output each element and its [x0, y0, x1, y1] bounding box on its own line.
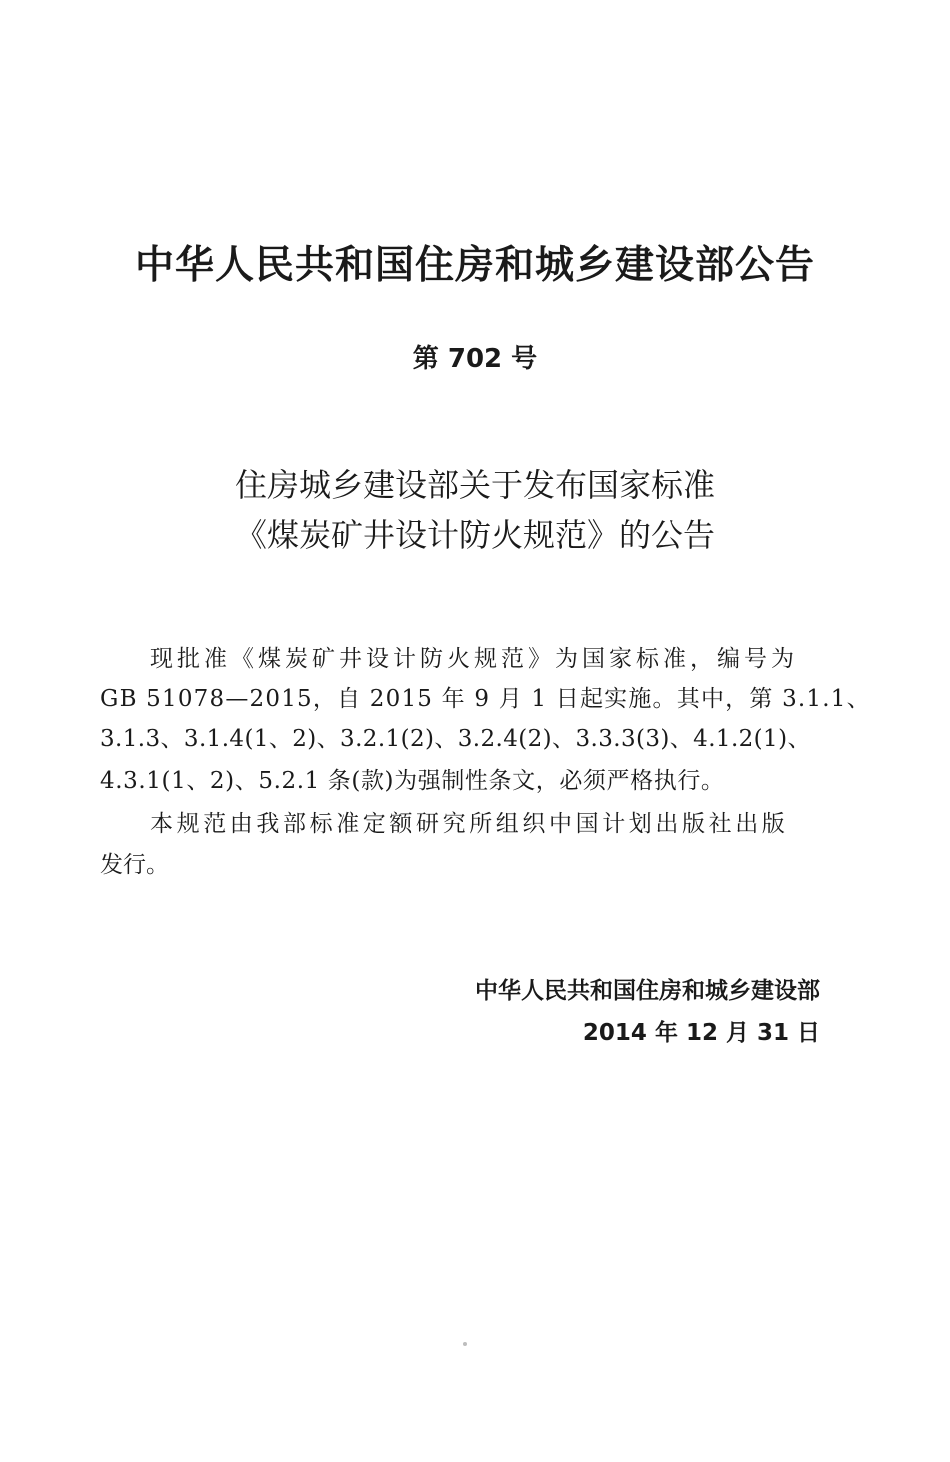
paragraph-1-line-2: GB 51078—2015，自 2015 年 9 月 1 日起实施。其中，第 3.1.1、: [100, 686, 871, 712]
announcement-number: 第 702 号: [412, 344, 538, 374]
paragraph-1-line-4: 4.3.1(1、2)、5.2.1 条(款)为强制性条文，必须严格执行。: [100, 768, 725, 794]
paragraph-1-line-1: 现批准《煤炭矿井设计防火规范》为国家标准，编号为: [150, 646, 798, 672]
paragraph-2-line-1: 本规范由我部标准定额研究所组织中国计划出版社出版: [150, 811, 789, 837]
issuer-title: 中华人民共和国住房和城乡建设部公告: [134, 243, 815, 288]
announcement-subtitle-line-1: 住房城乡建设部关于发布国家标准: [234, 466, 715, 504]
paragraph-2-line-2: 发行。: [100, 852, 169, 878]
scan-speck: [463, 1342, 467, 1346]
announcement-subtitle-line-2: 《煤炭矿井设计防火规范》的公告: [234, 516, 715, 554]
signature-date: 2014 年 12 月 31 日: [582, 1020, 820, 1046]
signature-organization: 中华人民共和国住房和城乡建设部: [475, 978, 820, 1004]
paragraph-1-line-3: 3.1.3、3.1.4(1、2)、3.2.1(2)、3.2.4(2)、3.3.3(3)、4.1.2(1)、: [100, 726, 811, 752]
